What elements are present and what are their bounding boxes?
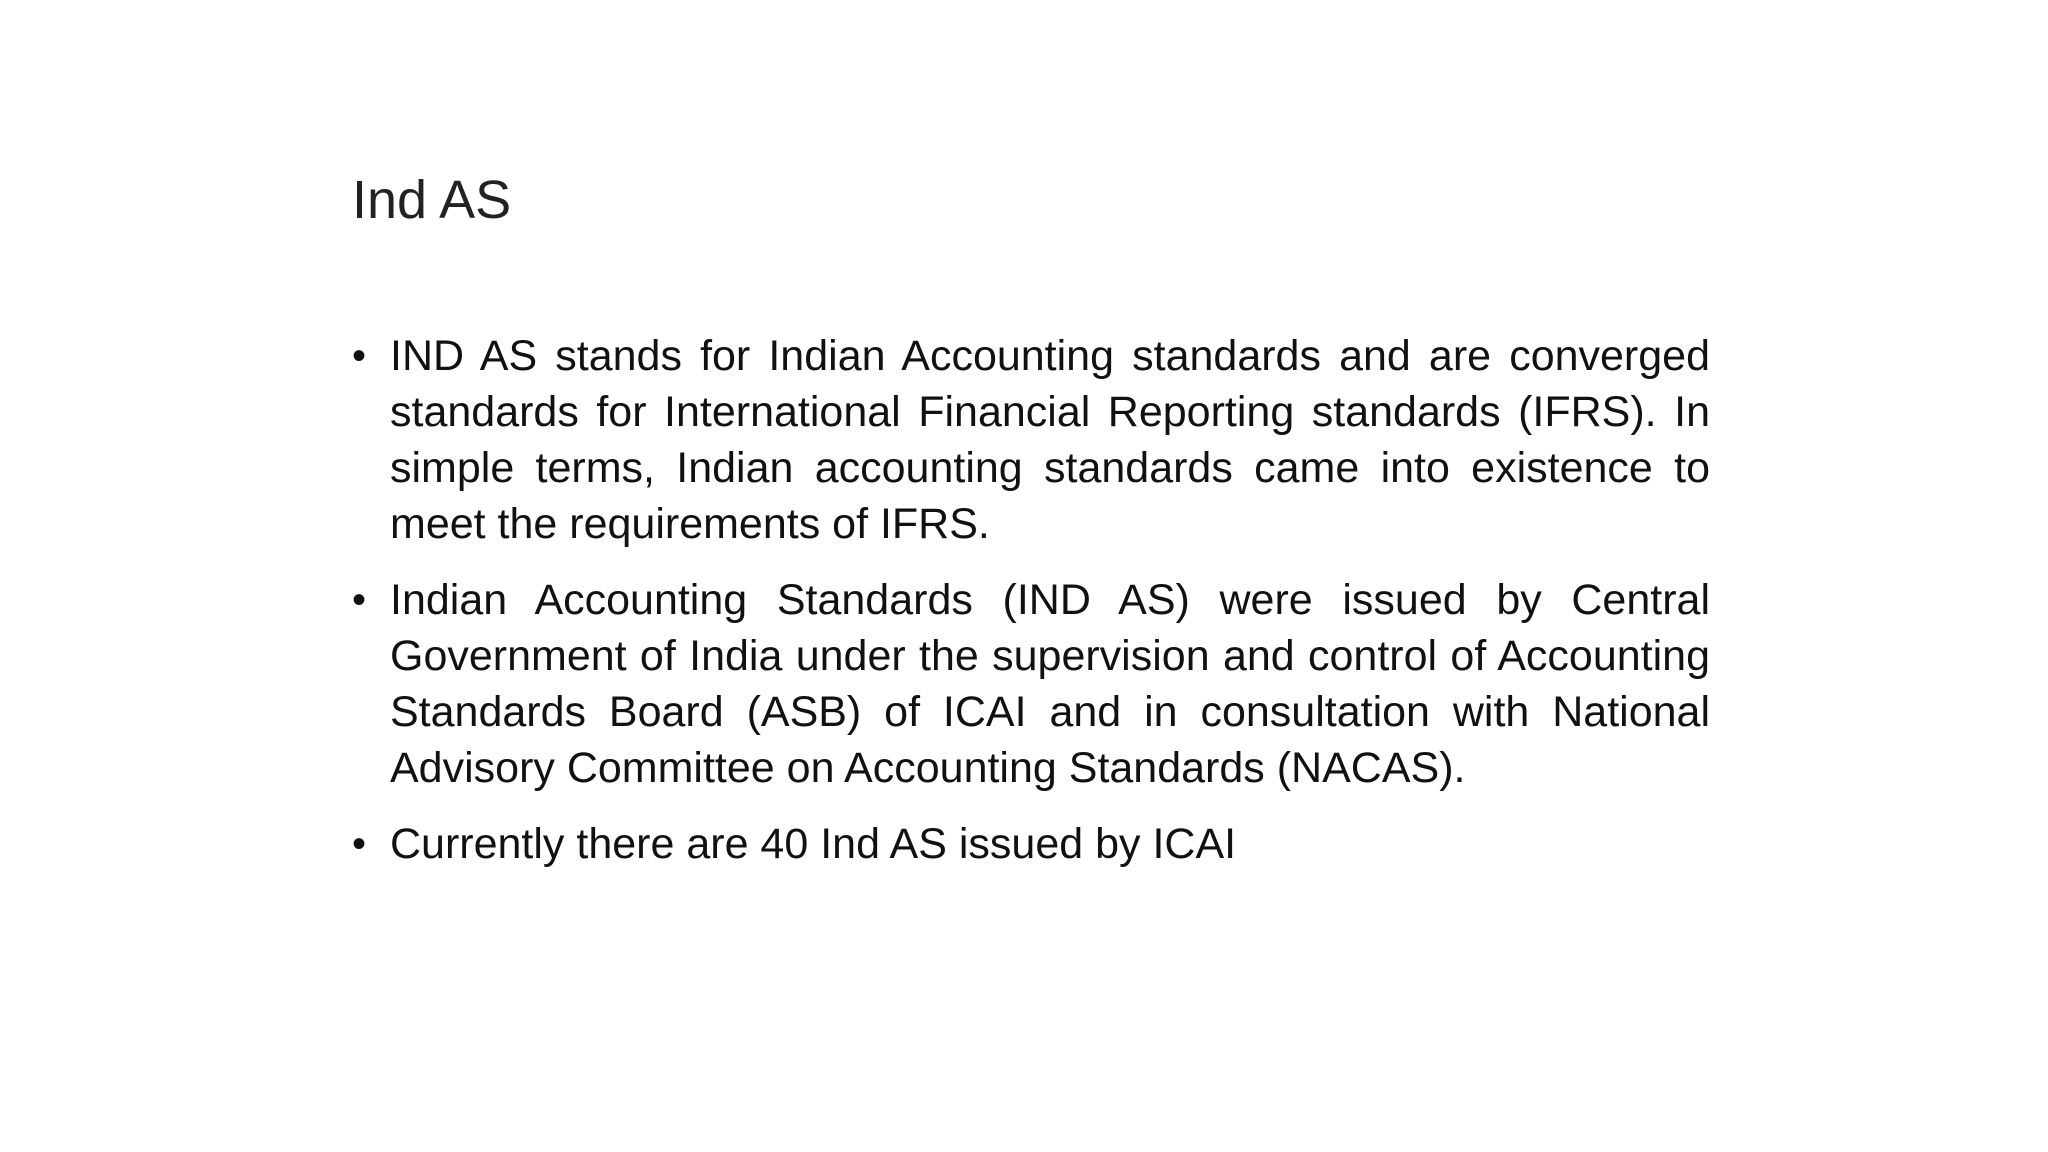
bullet-dot-icon: • xyxy=(352,822,367,866)
bullet-list xyxy=(352,328,1710,892)
bullet-item xyxy=(352,816,1710,872)
bullet-item xyxy=(352,328,1710,552)
slide-title: Ind AS xyxy=(352,170,512,230)
bullet-dot-icon: • xyxy=(352,334,367,378)
bullet-item xyxy=(352,572,1710,796)
bullet-text: IND AS stands for Indian Accounting standards and are converged standards for International Financial Reporting standards (IFRS). In simple terms, Indian accounting standards came into existence to meet the requirements of IFRS. xyxy=(390,332,1710,548)
bullet-text: Currently there are 40 Ind AS issued by ICAI xyxy=(390,820,1237,868)
bullet-text: Indian Accounting Standards (IND AS) were issued by Central Government of India under the supervision and control of Accounting Standards Board (ASB) of ICAI and in consultation with National Advisory Committee on Accounting Standards (NACAS). xyxy=(390,576,1710,792)
bullet-dot-icon: • xyxy=(352,578,367,622)
